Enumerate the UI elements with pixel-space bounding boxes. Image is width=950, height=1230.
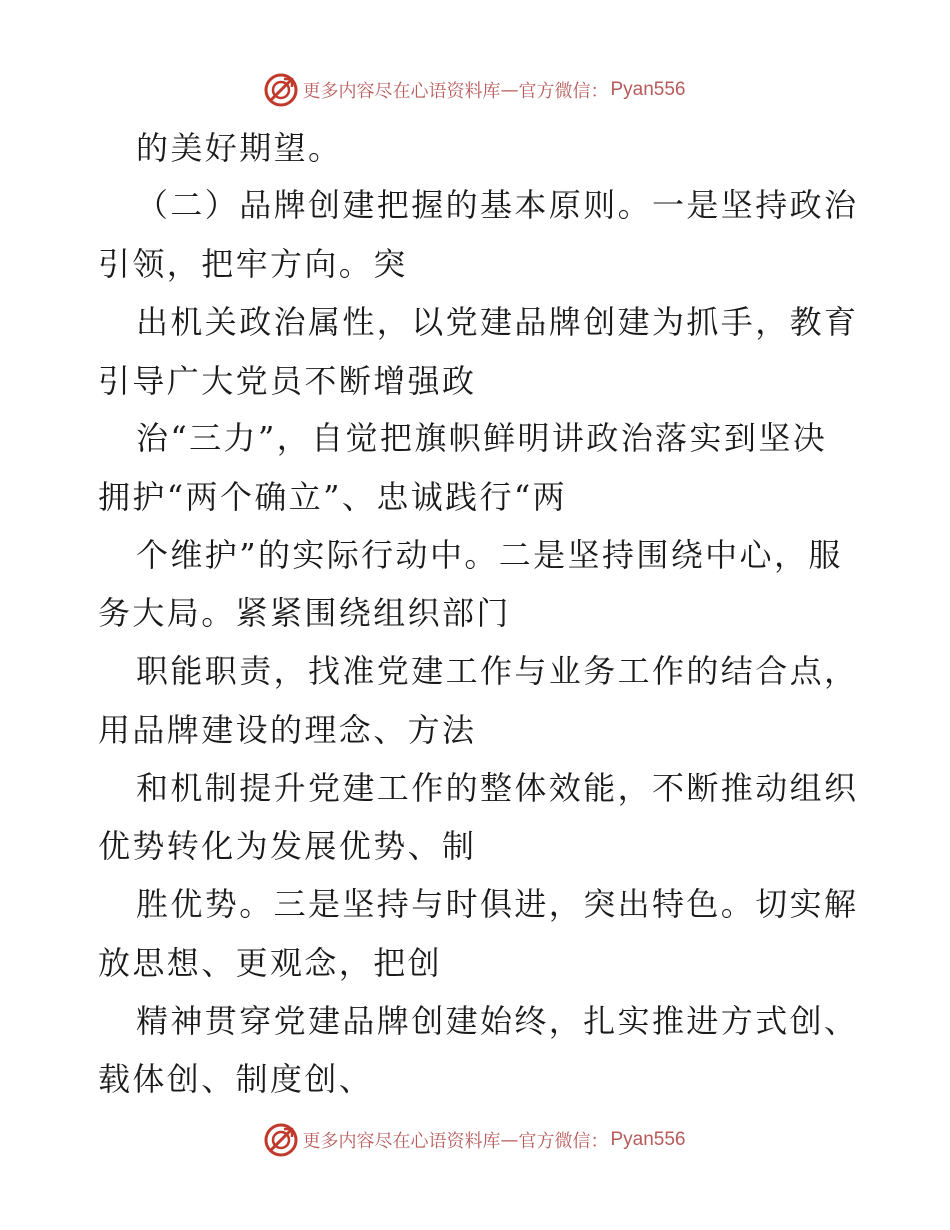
text-line: 用品牌建设的理念、方法: [98, 711, 477, 749]
text-line: 和机制提升党建工作的整体效能，不断推动组织: [136, 769, 859, 807]
text-line: （二）品牌创建把握的基本原则。一是坚持政治: [136, 186, 859, 224]
watermark-id: Pyan556: [610, 1129, 686, 1150]
brand-logo-icon: [264, 1123, 298, 1157]
text-line: 引导广大党员不断增强政: [98, 362, 477, 400]
watermark-label: 官方微信：: [518, 81, 609, 102]
text-line: 拥护“两个确立”、忠诚践行“两: [98, 478, 568, 516]
text-line: 出机关政治属性，以党建品牌创建为抓手，教育: [136, 303, 859, 341]
watermark-text: 更多内容尽在心语资料库: [302, 81, 501, 102]
text-line: 胜优势。三是坚持与时俱进，突出特色。切实解: [136, 885, 859, 923]
text-line: 优势转化为发展优势、制: [98, 827, 477, 865]
text-line: 载体创、制度创、: [98, 1060, 374, 1098]
text-line: 治“三力”，自觉把旗帜鲜明讲政治落实到坚决: [136, 419, 828, 457]
watermark-separator: —: [500, 79, 519, 101]
text-line: 务大局。紧紧围绕组织部门: [98, 594, 511, 632]
watermark-separator: —: [500, 1129, 519, 1151]
text-line: 个维护”的实际行动中。二是坚持围绕中心，服: [136, 536, 843, 574]
watermark-label: 官方微信：: [518, 1131, 609, 1152]
text-line: 引领，把牢方向。突: [98, 245, 408, 283]
text-line: 的美好期望。: [136, 129, 343, 167]
text-line: 精神贯穿党建品牌创建始终，扎实推进方式创、: [136, 1002, 859, 1040]
header-watermark: [0, 70, 950, 110]
text-line: 职能职责，找准党建工作与业务工作的结合点，: [136, 652, 859, 690]
footer-watermark: [0, 1120, 950, 1160]
text-line: 放思想、更观念，把创: [98, 944, 443, 982]
watermark-text: 更多内容尽在心语资料库: [302, 1131, 501, 1152]
watermark-id: Pyan556: [610, 79, 686, 100]
brand-logo-icon: [264, 73, 298, 107]
